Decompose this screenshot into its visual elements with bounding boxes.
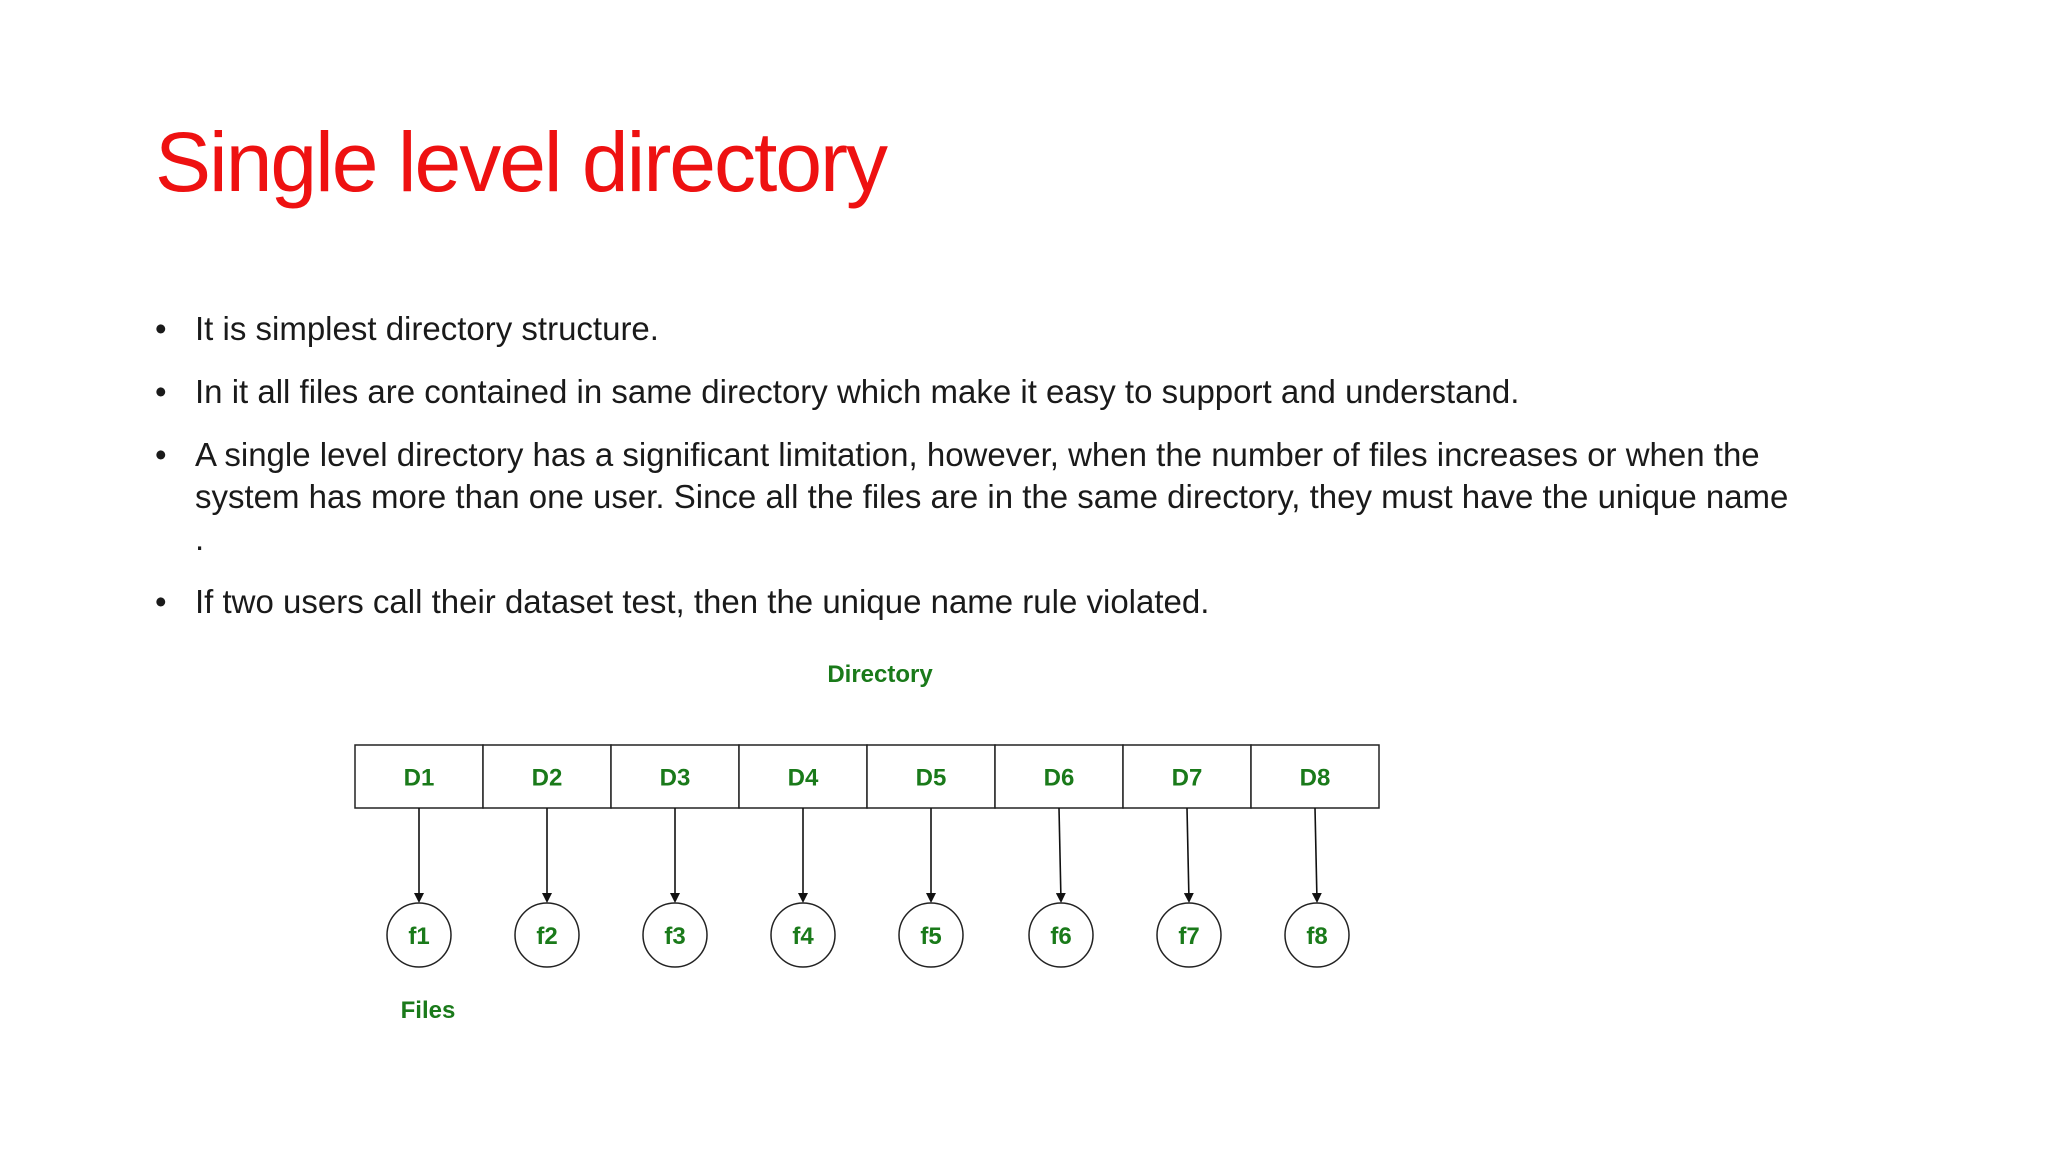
directory-entry-label: D2 (531, 764, 563, 792)
directory-entry-label: D6 (1043, 764, 1075, 792)
file-node-label: f2 (536, 923, 558, 950)
file-node-label: f4 (792, 923, 814, 950)
directory-label: Directory (827, 661, 933, 688)
directory-diagram (340, 655, 1410, 1060)
directory-entry-label: D1 (403, 764, 435, 792)
slide-title: Single level directory (155, 115, 887, 209)
file-node-label: f7 (1178, 923, 1200, 950)
bullet-marker: • (155, 310, 167, 347)
bullet-marker: • (155, 436, 167, 473)
file-node-label: f5 (920, 923, 942, 950)
file-nodes (387, 903, 1349, 967)
files-label: Files (400, 997, 456, 1024)
directory-entry-label: D4 (787, 764, 819, 792)
directory-diagram-svg (340, 655, 1410, 1055)
bullet-item (155, 434, 1915, 560)
pointer-arrow (1187, 808, 1189, 901)
bullet-marker: • (155, 373, 167, 410)
directory-cells (355, 745, 1379, 808)
bullet-item (155, 371, 1915, 413)
pointer-arrows (419, 808, 1317, 901)
directory-entry-label: D7 (1171, 764, 1203, 792)
bullet-text: In it all files are contained in same directory which make it easy to support and understand. (195, 373, 1520, 410)
pointer-arrow (1059, 808, 1061, 901)
bullet-item (155, 308, 1915, 350)
bullet-marker: • (155, 583, 167, 620)
bullet-text: A single level directory has a significant limitation, however, when the number of files increases or when the system has more than one user. Since all the files are in the same directory, they must have the unique name . (195, 436, 1789, 557)
directory-entry-label: D8 (1299, 764, 1331, 792)
bullet-item (155, 581, 1915, 623)
directory-entry-label: D5 (915, 764, 947, 792)
bullet-text: It is simplest directory structure. (195, 310, 659, 347)
file-node-label: f8 (1306, 923, 1328, 950)
directory-entry-label: D3 (659, 764, 691, 792)
pointer-arrow (1315, 808, 1317, 901)
file-node-label: f3 (664, 923, 686, 950)
bullet-text: If two users call their dataset test, then the unique name rule violated. (195, 583, 1210, 620)
bullet-list (155, 308, 1915, 644)
file-node-label: f6 (1050, 923, 1072, 950)
file-node-label: f1 (408, 923, 430, 950)
